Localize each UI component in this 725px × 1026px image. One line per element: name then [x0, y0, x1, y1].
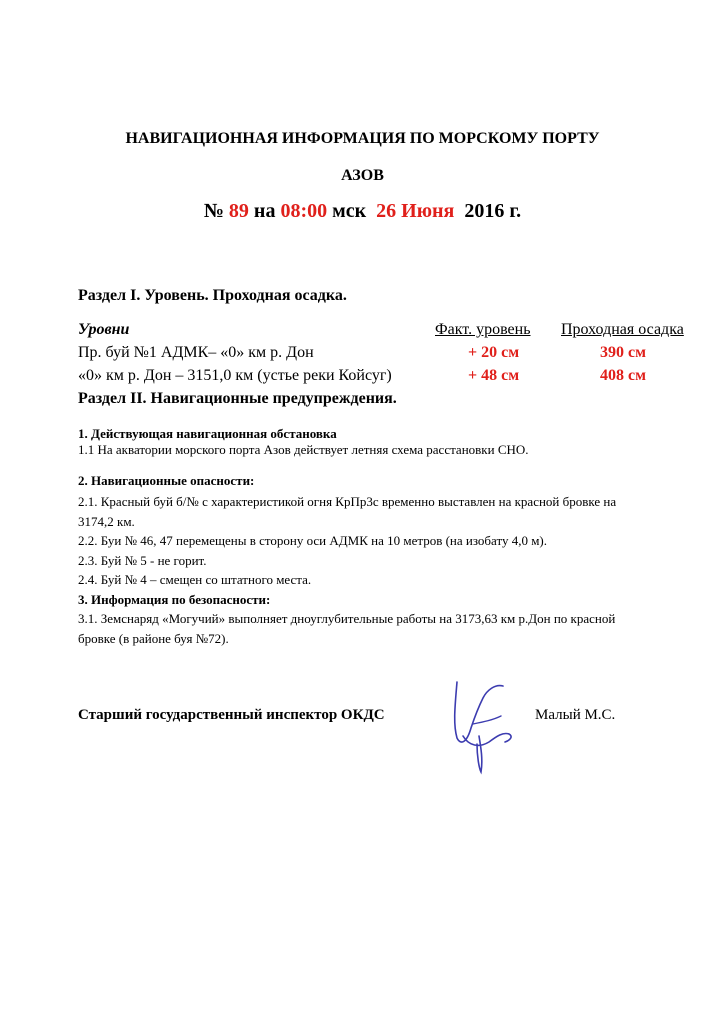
section2-heading: Раздел II. Навигационные предупреждения.: [78, 390, 397, 407]
issue-number: 89: [228, 200, 249, 222]
hazard-item-1-line2: 3174,2 км.: [78, 514, 135, 529]
issue-date: 26 Июня: [376, 200, 455, 222]
subsection3-heading: 3. Информация по безопасности:: [78, 592, 271, 607]
table-row-fact-level: + 20 см: [468, 344, 520, 361]
safety-item-1-line1: 3.1. Земснаряд «Могучий» выполняет дноуглубительные работы на 3173,63 км р.Дон по красной: [78, 611, 616, 626]
signatory-title: Старший государственный инспектор ОКДС: [78, 707, 385, 723]
table-row-name: Пр. буй №1 АДМК– «0» км р. Дон: [78, 344, 314, 361]
issue-line: [0, 200, 725, 223]
hazard-item-2: 2.2. Буи № 46, 47 перемещены в сторону оси АДМК на 10 метров (на изобату 4,0 м).: [78, 533, 548, 548]
table-row-fact-level: + 48 см: [468, 367, 520, 384]
issue-timezone: мск: [332, 200, 367, 222]
port-name: АЗОВ: [341, 167, 384, 184]
table-row-passing-draft: 408 см: [600, 367, 646, 384]
col-header-passing-draft: Проходная осадка: [561, 321, 684, 338]
signatory-name: Малый М.С.: [535, 707, 616, 723]
safety-item-1-line2: бровке (в районе буя №72).: [78, 631, 229, 646]
document-title: НАВИГАЦИОННАЯ ИНФОРМАЦИЯ ПО МОРСКОМУ ПОРТУ: [125, 130, 600, 147]
hazard-item-1-line1: 2.1. Красный буй б/№ с характеристикой огня КрПр3с временно выставлен на красной бровке на: [78, 494, 617, 509]
col-header-fact-level: Факт. уровень: [435, 321, 531, 338]
handwritten-signature: [443, 676, 523, 776]
issue-number-prefix: №: [203, 200, 224, 222]
issue-at-word: на: [253, 200, 276, 222]
hazard-item-4: 2.4. Буй № 4 – смещен со штатного места.: [78, 572, 312, 587]
col-header-levels: Уровни: [78, 321, 130, 338]
section1-heading: Раздел I. Уровень. Проходная осадка.: [78, 287, 347, 304]
table-row-passing-draft: 390 см: [600, 344, 646, 361]
issue-year: 2016 г.: [464, 200, 522, 222]
hazard-item-3: 2.3. Буй № 5 - не горит.: [78, 553, 207, 568]
subsection2-heading: 2. Навигационные опасности:: [78, 473, 255, 488]
subsection1-item: 1.1 На акватории морского порта Азов действует летняя схема расстановки СНО.: [78, 442, 529, 457]
subsection1-heading: 1. Действующая навигационная обстановка: [78, 426, 337, 441]
issue-time: 08:00: [280, 200, 328, 222]
table-row-name: «0» км р. Дон – 3151,0 км (устье реки Койсуг): [78, 367, 392, 384]
